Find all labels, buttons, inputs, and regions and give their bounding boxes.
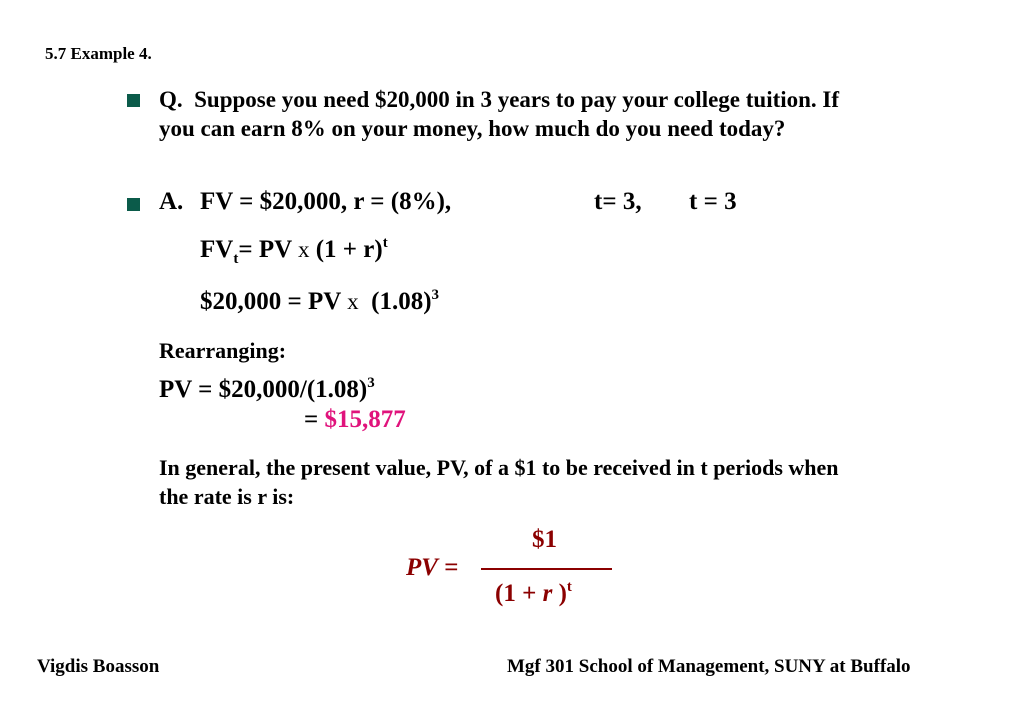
formula2-lhs: $20,000 [200,288,282,315]
result-eq: = [304,406,319,433]
answer-prefix: A. [159,188,184,215]
fraction-bar [481,568,612,570]
den-r: r [542,580,553,607]
formula2-rhs: (1.08) [371,288,432,315]
result-value: $15,877 [324,406,406,433]
fraction-lhs-pv: PV [406,554,438,581]
answer-t2: t = 3 [689,188,737,215]
den-open: (1 + [495,580,543,607]
question-text: Suppose you need $20,000 in 3 years to pay your college tuition. If you can earn 8% on your money, how much do you need today? [159,87,840,141]
question-block [159,86,879,143]
answer-t1: t= 3, [594,188,642,215]
formula2-pv: PV [308,288,341,315]
formula-exponent: t [382,235,388,251]
section-title: 5.7 Example 4. [45,44,152,63]
formula-fv: FV [200,236,234,263]
formula2-exponent: 3 [431,287,440,303]
fraction-denominator [495,580,572,608]
bullet-icon [127,198,140,211]
fraction-lhs-eq: = [437,554,459,581]
formula-times: x [297,237,310,262]
result-line [304,406,406,434]
fraction-lhs [406,554,458,582]
footer-course: Mgf 301 School of Management, SUNY at Buffalo [507,656,911,677]
formula-paren: (1 + r) [315,236,383,263]
formula2-times: x [347,289,359,314]
formula2-eq: = [287,288,302,315]
den-exponent: t [566,579,572,595]
formula-fv-subscript: t [233,251,239,267]
bullet-icon [127,94,140,107]
rearranging-label: Rearranging: [159,338,287,363]
pv-expression: PV = $20,000/(1.08) [159,376,368,403]
question-prefix: Q. [159,87,183,112]
formula-fv-rest: = PV [238,236,292,263]
pv-exponent: 3 [367,375,375,391]
footer-author: Vigdis Boasson [37,656,160,677]
general-statement: In general, the present value, PV, of a $1 to be received in t periods when the rate is r is: [159,455,839,509]
formula-numeric-line [200,288,439,316]
den-close: ) [552,580,567,607]
answer-given: FV = $20,000, r = (8%), [200,188,452,215]
fraction-numerator: $1 [532,526,557,553]
formula-fv-line [200,235,388,267]
pv-line [159,376,375,404]
